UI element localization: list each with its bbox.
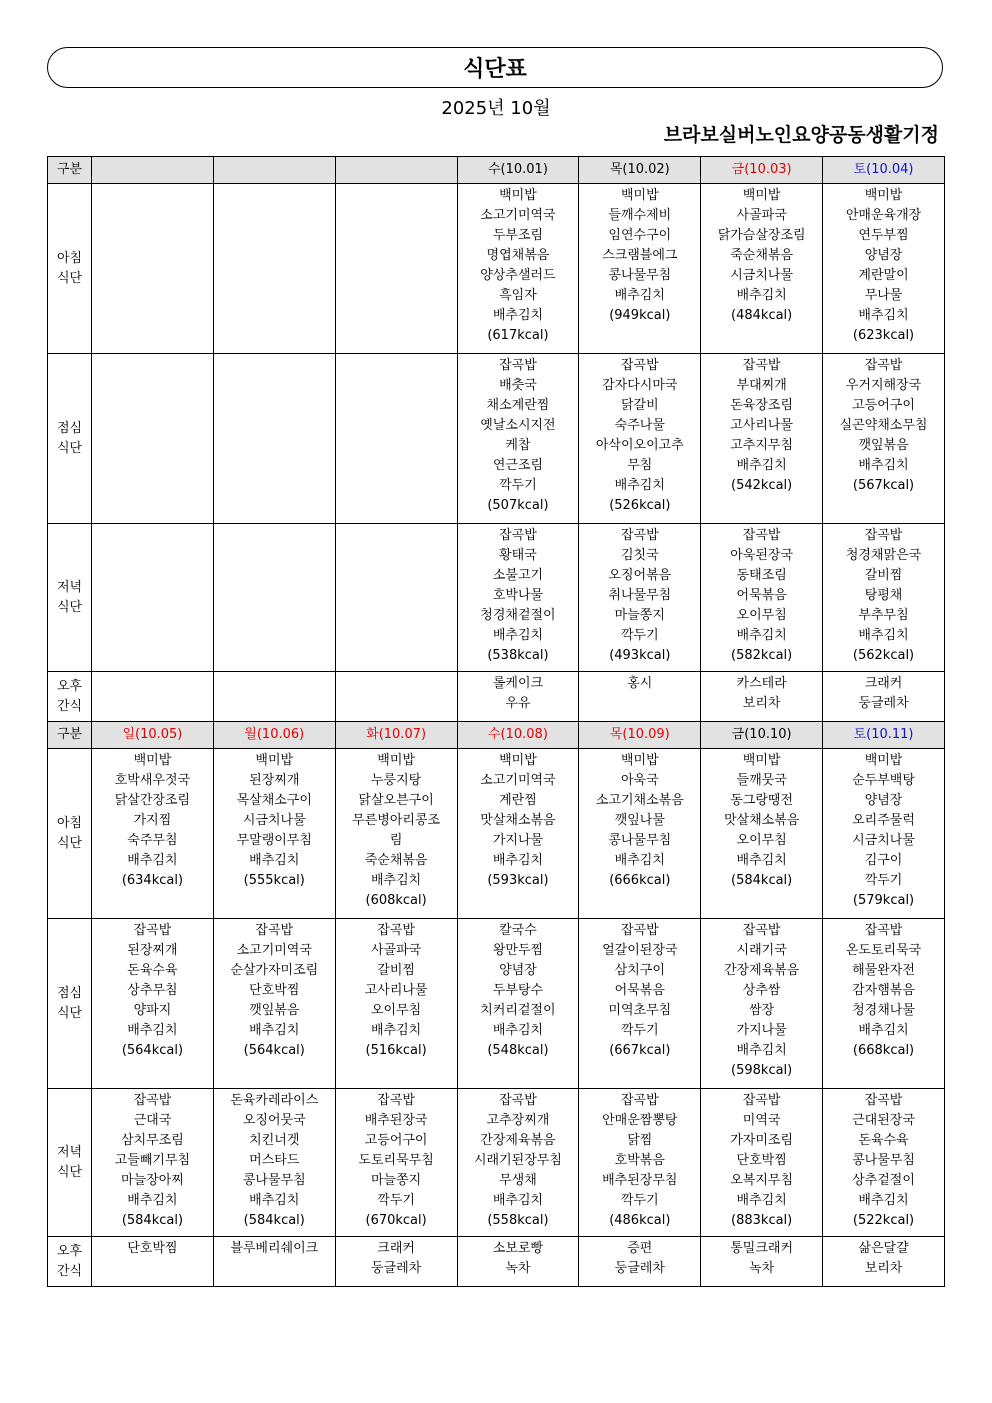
menu-table (47, 156, 945, 1287)
menu-cell: 잡곡밥 안매운짬뽕탕 닭찜 호박볶음 배추된장무침 깍두기 (486kcal) (579, 1089, 701, 1237)
week1-breakfast-row (48, 184, 945, 354)
menu-cell: 잡곡밥 소고기미역국 순살가자미조림 단호박찜 깻잎볶음 배추김치 (564kcal) (213, 919, 335, 1089)
category-label: 구분 (48, 722, 92, 749)
menu-cell: 잡곡밥 우거지해장국 고등어구이 실곤약채소무침 깻잎볶음 배추김치 (567kcal) (823, 354, 945, 524)
menu-cell: 카스테라 보리차 (701, 672, 823, 722)
organization-name: 브라보실버노인요양공동생활기정 (663, 124, 939, 146)
day-header (92, 157, 214, 184)
day-header: 수(10.08) (457, 722, 579, 749)
menu-cell (213, 524, 335, 672)
menu-cell: 잡곡밥 근대국 삼치무조림 고들빼기무침 마늘장아찌 배추김치 (584kcal) (92, 1089, 214, 1237)
menu-cell: 잡곡밥 사골파국 갈비찜 고사리나물 오이무침 배추김치 (516kcal) (335, 919, 457, 1089)
menu-cell: 백미밥 된장찌개 목살채소구이 시금치나물 무말랭이무침 배추김치 (555kcal) (213, 749, 335, 919)
menu-cell: 잡곡밥 배춧국 채소계란찜 옛날소시지전 케찹 연근조림 깍두기 (507kcal) (457, 354, 579, 524)
menu-cell: 잡곡밥 부대찌개 돈육장조림 고사리나물 고추지무침 배추김치 (542kcal) (701, 354, 823, 524)
menu-cell: 잡곡밥 근대된장국 돈육수육 콩나물무침 상추겉절이 배추김치 (522kcal) (823, 1089, 945, 1237)
menu-cell (213, 354, 335, 524)
menu-cell: 잡곡밥 아욱된장국 동태조림 어묵볶음 오이무침 배추김치 (582kcal) (701, 524, 823, 672)
menu-cell: 칼국수 왕만두찜 양념장 두부탕수 치커리겉절이 배추김치 (548kcal) (457, 919, 579, 1089)
menu-cell: 잡곡밥 배추된장국 고등어구이 도토리묵무침 마늘쫑지 깍두기 (670kcal) (335, 1089, 457, 1237)
week2-snack-row (48, 1237, 945, 1287)
menu-cell: 잡곡밥 시래기국 간장제육볶음 상추쌈 쌈장 가지나물 배추김치 (598kcal) (701, 919, 823, 1089)
menu-cell: 소보로빵 녹차 (457, 1237, 579, 1287)
week2-lunch-row (48, 919, 945, 1089)
menu-cell: 백미밥 호박새우젓국 닭살간장조림 가지찜 숙주무침 배추김치 (634kcal) (92, 749, 214, 919)
month-label: 2025년 10월 (441, 98, 551, 119)
day-header: 일(10.05) (92, 722, 214, 749)
menu-cell (92, 184, 214, 354)
week2-header-row (48, 722, 945, 749)
menu-cell (213, 672, 335, 722)
menu-cell (335, 184, 457, 354)
menu-cell: 백미밥 소고기미역국 계란찜 맛살채소볶음 가지나물 배추김치 (593kcal) (457, 749, 579, 919)
week2-breakfast-row (48, 749, 945, 919)
day-header: 목(10.09) (579, 722, 701, 749)
day-header: 토(10.04) (823, 157, 945, 184)
meal-label: 점심 식단 (48, 919, 92, 1089)
day-header: 월(10.06) (213, 722, 335, 749)
category-label: 구분 (48, 157, 92, 184)
menu-cell: 잡곡밥 김칫국 오징어볶음 취나물무침 마늘쫑지 깍두기 (493kcal) (579, 524, 701, 672)
day-header: 목(10.02) (579, 157, 701, 184)
meal-label: 점심 식단 (48, 354, 92, 524)
week1-header-row (48, 157, 945, 184)
week2-dinner-row (48, 1089, 945, 1237)
menu-cell: 삶은달걀 보리차 (823, 1237, 945, 1287)
page-title: 식단표 (47, 47, 943, 88)
menu-cell: 잡곡밥 황태국 소불고기 호박나물 청경채겉절이 배추김치 (538kcal) (457, 524, 579, 672)
menu-cell (213, 184, 335, 354)
menu-cell: 홍시 (579, 672, 701, 722)
menu-cell: 잡곡밥 고추장찌개 간장제육볶음 시래기된장무침 무생채 배추김치 (558kcal) (457, 1089, 579, 1237)
menu-cell: 크래커 둥글레차 (335, 1237, 457, 1287)
day-header: 수(10.01) (457, 157, 579, 184)
day-header: 토(10.11) (823, 722, 945, 749)
menu-cell: 백미밥 들깨뭇국 동그랑땡전 맛살채소볶음 오이무침 배추김치 (584kcal) (701, 749, 823, 919)
menu-cell: 잡곡밥 얼갈이된장국 삼치구이 어묵볶음 미역초무침 깍두기 (667kcal) (579, 919, 701, 1089)
day-header: 금(10.10) (701, 722, 823, 749)
menu-cell (92, 354, 214, 524)
menu-cell: 백미밥 안매운육개장 연두부찜 양념장 계란말이 무나물 배추김치 (623kcal) (823, 184, 945, 354)
menu-cell: 백미밥 소고기미역국 두부조림 명엽채볶음 양상추샐러드 흑임자 배추김치 (617kcal) (457, 184, 579, 354)
menu-cell: 단호박찜 (92, 1237, 214, 1287)
menu-cell (335, 672, 457, 722)
menu-cell: 크래커 둥글레차 (823, 672, 945, 722)
menu-cell: 블루베리쉐이크 (213, 1237, 335, 1287)
menu-cell (335, 524, 457, 672)
menu-cell: 백미밥 순두부백탕 양념장 오리주물럭 시금치나물 김구이 깍두기 (579kcal) (823, 749, 945, 919)
menu-cell: 잡곡밥 온도토리묵국 해물완자전 감자햄볶음 청경채나물 배추김치 (668kcal) (823, 919, 945, 1089)
menu-cell (92, 672, 214, 722)
menu-cell: 잡곡밥 미역국 가자미조림 단호박찜 오복지무침 배추김치 (883kcal) (701, 1089, 823, 1237)
day-header: 화(10.07) (335, 722, 457, 749)
week1-lunch-row (48, 354, 945, 524)
menu-cell (335, 354, 457, 524)
menu-cell: 잡곡밥 청경채맑은국 갈비찜 탕평채 부추무침 배추김치 (562kcal) (823, 524, 945, 672)
meal-label: 오후 간식 (48, 672, 92, 722)
menu-cell: 돈육카레라이스 오징어뭇국 치킨너겟 머스타드 콩나물무침 배추김치 (584kcal) (213, 1089, 335, 1237)
menu-cell: 증편 둥글레차 (579, 1237, 701, 1287)
week1-snack-row (48, 672, 945, 722)
meal-label: 저녁 식단 (48, 1089, 92, 1237)
menu-cell: 롤케이크 우유 (457, 672, 579, 722)
menu-cell: 백미밥 누룽지탕 닭살오븐구이 무른병아리콩조 림 죽순채볶음 배추김치 (608kcal) (335, 749, 457, 919)
menu-cell: 통밀크래커 녹차 (701, 1237, 823, 1287)
menu-cell: 백미밥 들깨수제비 임연수구이 스크램블에그 콩나물무침 배추김치 (949kcal) (579, 184, 701, 354)
menu-cell: 백미밥 사골파국 닭가슴살장조림 죽순채볶음 시금치나물 배추김치 (484kcal) (701, 184, 823, 354)
week1-dinner-row (48, 524, 945, 672)
meal-label: 아침 식단 (48, 749, 92, 919)
menu-cell: 백미밥 아욱국 소고기채소볶음 깻잎나물 콩나물무침 배추김치 (666kcal) (579, 749, 701, 919)
meal-label: 저녁 식단 (48, 524, 92, 672)
meal-label: 아침 식단 (48, 184, 92, 354)
meal-label: 오후 간식 (48, 1237, 92, 1287)
day-header: 금(10.03) (701, 157, 823, 184)
day-header (335, 157, 457, 184)
menu-cell: 잡곡밥 감자다시마국 닭갈비 숙주나물 아삭이오이고추 무침 배추김치 (526kcal) (579, 354, 701, 524)
day-header (213, 157, 335, 184)
menu-cell (92, 524, 214, 672)
menu-cell: 잡곡밥 된장찌개 돈육수육 상추무침 양파지 배추김치 (564kcal) (92, 919, 214, 1089)
